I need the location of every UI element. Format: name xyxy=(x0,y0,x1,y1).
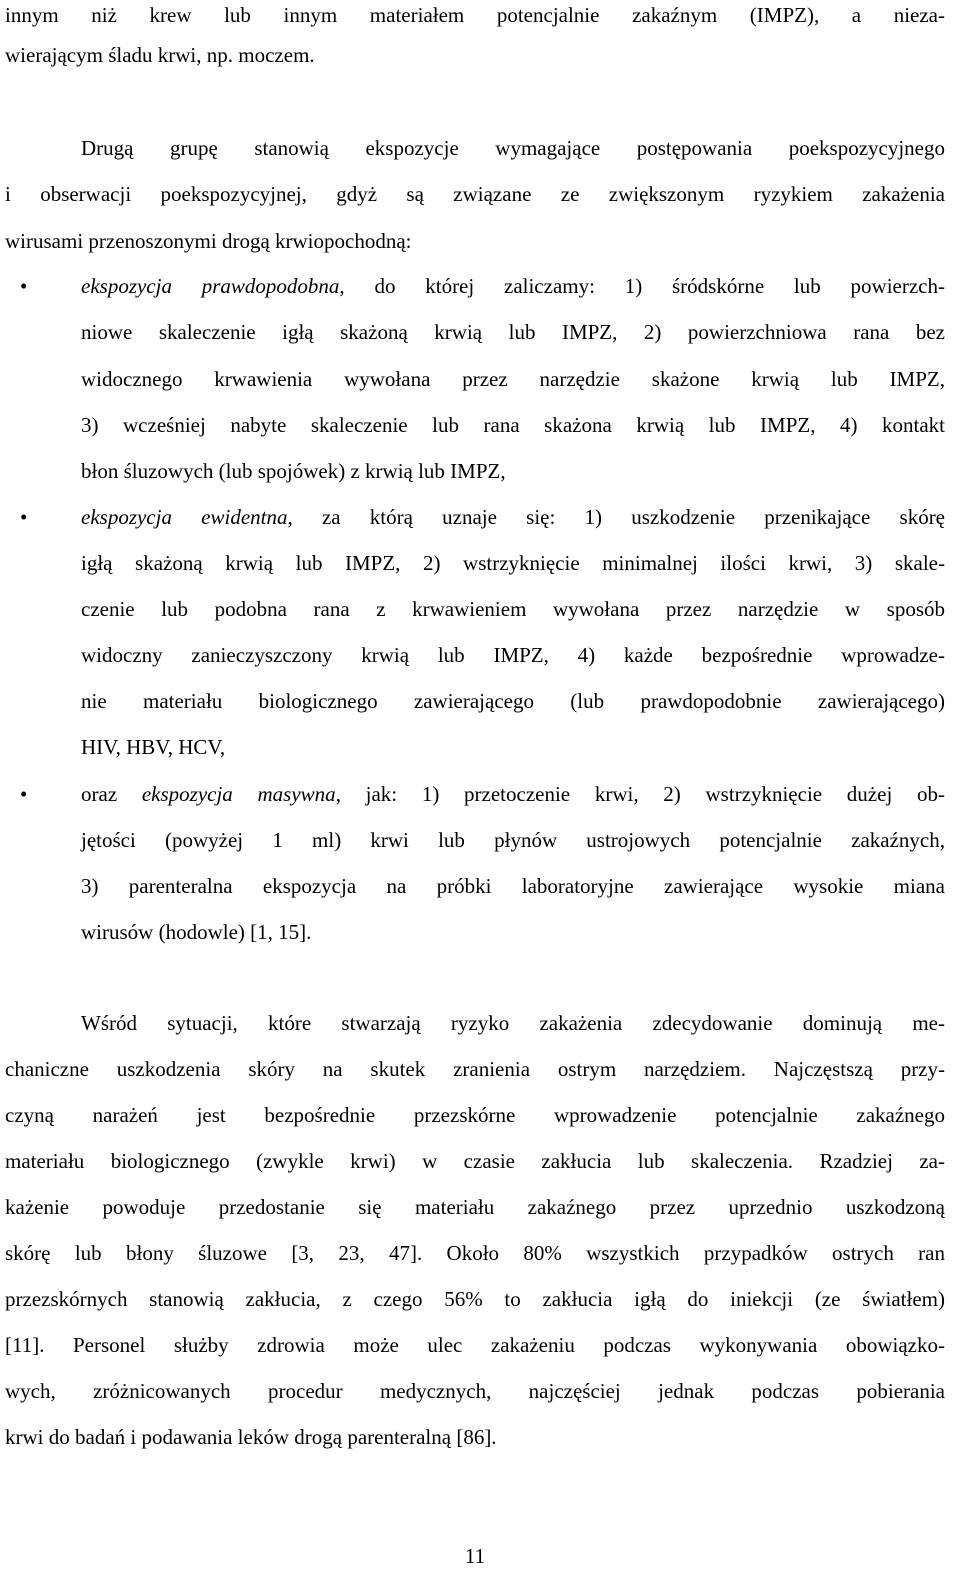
final-line-3: czyną narażeń jest bezpośrednie przezskórne wprowadzenie potencjalnie zakaźnego xyxy=(5,1103,945,1127)
bullet-3-line-1 xyxy=(81,779,945,809)
final-line-10: krwi do badań i podawania leków drogą parenteralną [86]. xyxy=(5,1425,497,1449)
bullet-2-line-5: nie materiału biologicznego zawierającego (lub prawdopodobnie zawierającego) xyxy=(81,689,945,713)
final-line-5: każenie powoduje przedostanie się materiału zakaźnego przez uprzednio uszkodzoną xyxy=(5,1195,945,1219)
bullet-3-line-2: jętości (powyżej 1 ml) krwi lub płynów ustrojowych potencjalnie zakaźnych, xyxy=(81,828,945,852)
group2-line-1: Drugą grupę stanowią ekspozycje wymagające postępowania poekspozycyjnego xyxy=(81,136,945,160)
bullet-1-italic-term: ekspozycja prawdopodobna xyxy=(81,274,340,298)
bullet-3-italic-term: ekspozycja masywna xyxy=(141,782,336,806)
bullet-2-first-rest: , za którą uznaje się: 1) uszkodzenie przenikające skórę xyxy=(287,505,946,529)
bullet-2-line-2: igłą skażoną krwią lub IMPZ, 2) wstrzyknięcie minimalnej ilości krwi, 3) skale- xyxy=(81,551,945,575)
intro-line-1: innym niż krew lub innym materiałem potencjalnie zakaźnym (IMPZ), a nieza- xyxy=(5,3,945,27)
bullet-1-line-3: widocznego krwawienia wywołana przez narzędzie skażone krwią lub IMPZ, xyxy=(81,367,945,391)
bullet-2-line-4: widoczny zanieczyszczony krwią lub IMPZ, 4) każde bezpośrednie wprowadze- xyxy=(81,643,945,667)
group2-line-3: wirusami przenoszonymi drogą krwiopochodną: xyxy=(5,229,412,253)
bullet-3-prefix: oraz xyxy=(81,782,142,806)
final-line-7: przezskórnych stanowią zakłucia, z czego 56% to zakłucia igłą do iniekcji (ze światłem) xyxy=(5,1287,945,1311)
final-line-4: materiału biologicznego (zwykle krwi) w czasie zakłucia lub skaleczenia. Rzadziej za- xyxy=(5,1149,945,1173)
bullet-2-line-1 xyxy=(81,502,945,532)
bullet-symbol: • xyxy=(20,782,28,806)
bullet-2-line-3: czenie lub podobna rana z krwawieniem wywołana przez narzędzie w sposób xyxy=(81,597,945,621)
bullet-1-line-1 xyxy=(81,271,945,301)
bullet-3-line-3: 3) parenteralna ekspozycja na próbki laboratoryjne zawierające wysokie miana xyxy=(81,874,945,898)
bullet-1-first-rest: , do której zaliczamy: 1) śródskórne lub powierzch- xyxy=(339,274,945,298)
intro-line-2: wierającym śladu krwi, np. moczem. xyxy=(5,43,315,67)
final-line-8: [11]. Personel służby zdrowia może ulec zakażeniu podczas wykonywania obowiązko- xyxy=(5,1333,945,1357)
bullet-symbol: • xyxy=(20,505,28,529)
group2-line-2: i obserwacji poekspozycyjnej, gdyż są związane ze zwiększonym ryzykiem zakażenia xyxy=(5,182,945,206)
bullet-1-line-5: błon śluzowych (lub spojówek) z krwią lub IMPZ, xyxy=(81,459,506,483)
final-line-9: wych, zróżnicowanych procedur medycznych, najczęściej jednak podczas pobierania xyxy=(5,1379,945,1403)
final-line-1: Wśród sytuacji, które stwarzają ryzyko zakażenia zdecydowanie dominują me- xyxy=(81,1011,945,1035)
bullet-3-line-4: wirusów (hodowle) [1, 15]. xyxy=(81,920,312,944)
bullet-1-line-2: niowe skaleczenie igłą skażoną krwią lub IMPZ, 2) powierzchniowa rana bez xyxy=(81,320,945,344)
bullet-1-line-4: 3) wcześniej nabyte skaleczenie lub rana skażona krwią lub IMPZ, 4) kontakt xyxy=(81,413,945,437)
page-number: 11 xyxy=(464,1544,486,1568)
bullet-3-first-rest: , jak: 1) przetoczenie krwi, 2) wstrzyknięcie dużej ob- xyxy=(335,782,945,806)
bullet-2-italic-term: ekspozycja ewidentna xyxy=(81,505,288,529)
bullet-symbol: • xyxy=(20,274,28,298)
final-line-2: chaniczne uszkodzenia skóry na skutek zranienia ostrym narzędziem. Najczęstszą przy- xyxy=(5,1057,945,1081)
bullet-2-line-6: HIV, HBV, HCV, xyxy=(81,735,226,759)
final-line-6: skórę lub błony śluzowe [3, 23, 47]. Około 80% wszystkich przypadków ostrych ran xyxy=(5,1241,945,1265)
